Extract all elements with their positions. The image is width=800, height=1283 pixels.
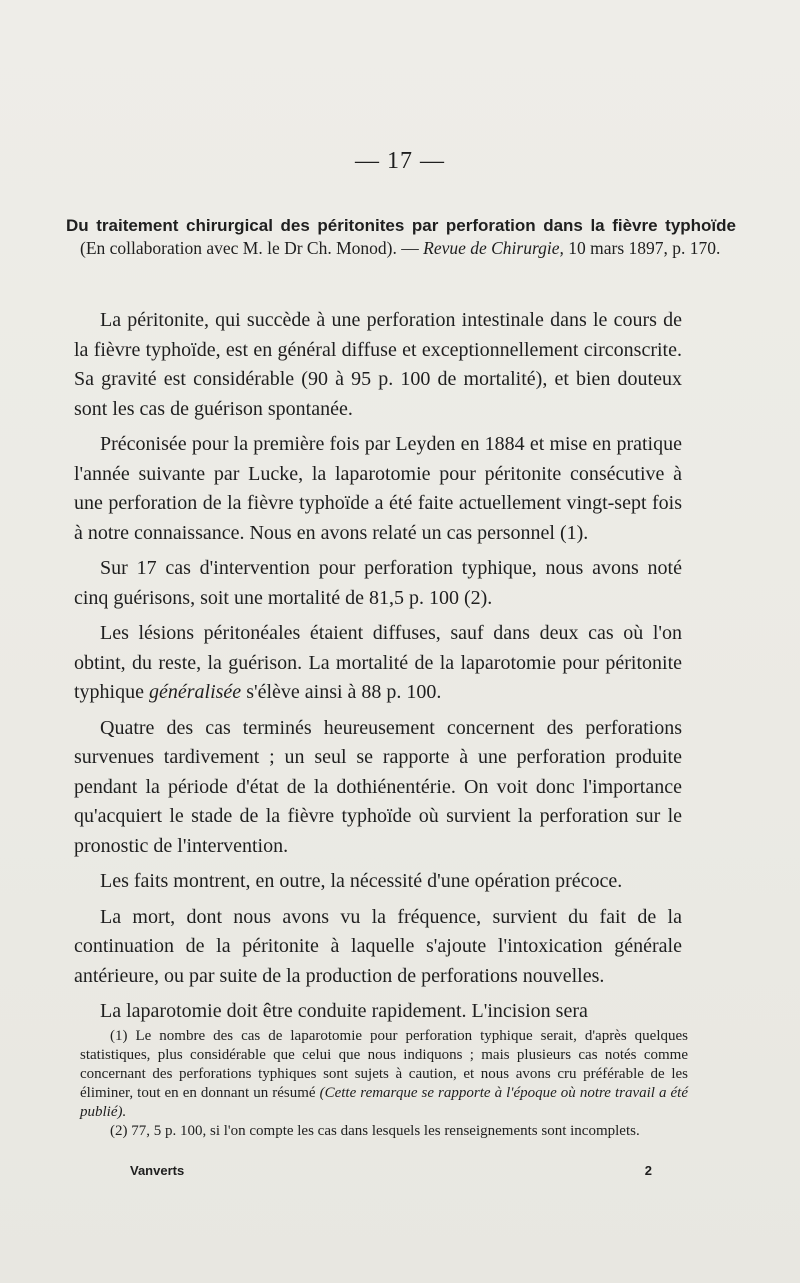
footnotes — [80, 1027, 688, 1141]
paragraph-5: Quatre des cas terminés heureusement concernent des perforations survenues tardivement ; un seul se rapporte à une perforation produite pendant la période d'état de la dothiénentérie. On voit donc l'importance qu'acquiert le stade de la fièvre typhoïde où survient la perforation sur le pronostic de l'intervention. — [74, 716, 682, 857]
paragraph-3: Sur 17 cas d'intervention pour perforation typhique, nous avons noté cinq guérisons, soit une mortalité de 81,5 p. 100 (2). — [74, 557, 682, 609]
paragraph-4 — [74, 619, 682, 708]
journal-name: Revue de Chirurgie, — [423, 238, 564, 258]
paragraph-7: La mort, dont nous avons vu la fréquence, survient du fait de la continuation de la péritonite à laquelle s'ajoute l'intoxication générale antérieure, ou par suite de la production de perforations nouvelles. — [74, 905, 682, 987]
article-title: Du traitement chirurgical des péritonites par perforation dans la fièvre typhoïde — [66, 216, 736, 235]
footnote-1-text: (1) Le nombre des cas de laparotomie pour perforation typhique serait, d'après quelques statistiques, plus considérable que celui que nous indiquons ; mais plusieurs cas notés comme concernant des perforations typhiques sont sujets à caution, et nous avons cru préférable de les éliminer, tout en en donnant un résumé — [80, 1028, 688, 1101]
body-text — [74, 306, 682, 1033]
bibliographic-reference — [66, 214, 736, 260]
paragraph-6: Les faits montrent, en outre, la nécessité d'une opération précoce. — [100, 870, 623, 892]
paragraph-4-italic: généralisée — [149, 681, 242, 703]
signature-line — [130, 1163, 652, 1178]
page-number: — 17 — — [355, 148, 445, 174]
article-collab: (En collaboration avec M. le Dr Ch. Monod). — — [80, 238, 424, 258]
paragraph-4-text-b: s'élève ainsi à 88 p. 100. — [241, 681, 442, 703]
footnote-2: (2) 77, 5 p. 100, si l'on compte les cas dans lesquels les renseignements sont incomplets. — [110, 1123, 640, 1139]
footnote-1 — [80, 1027, 688, 1122]
paragraph-2: Préconisée pour la première fois par Leyden en 1884 et mise en pratique l'année suivante par Lucke, la laparotomie pour péritonite consécutive à une perforation de la fièvre typhoïde a été faite actuellement vingt-sept fois à notre connaissance. Nous en avons relaté un cas personnel (1). — [74, 433, 682, 544]
sheet-number: 2 — [644, 1163, 652, 1178]
paragraph-4-text-a: Les lésions péritonéales étaient diffuses, sauf dans deux cas où l'on obtint, du reste, la guérison. La mortalité de la laparotomie pour péritonite typhique — [74, 622, 682, 703]
paragraph-1: La péritonite, qui succède à une perforation intestinale dans le cours de la fièvre typhoïde, est en général diffuse et exceptionnellement circonscrite. Sa gravité est considérable (90 à 95 p. 100 de mortalité), et bien douteux sont les cas de guérison spontanée. — [74, 309, 682, 420]
footnote-1-italic: (Cette remarque se rapporte à l'époque où notre travail a été publié). — [80, 1085, 688, 1120]
paragraph-8: La laparotomie doit être conduite rapidement. L'incision sera — [100, 1000, 588, 1022]
printer-signature: Vanverts — [130, 1163, 185, 1178]
publication-date: 10 mars 1897, p. 170. — [563, 238, 721, 258]
